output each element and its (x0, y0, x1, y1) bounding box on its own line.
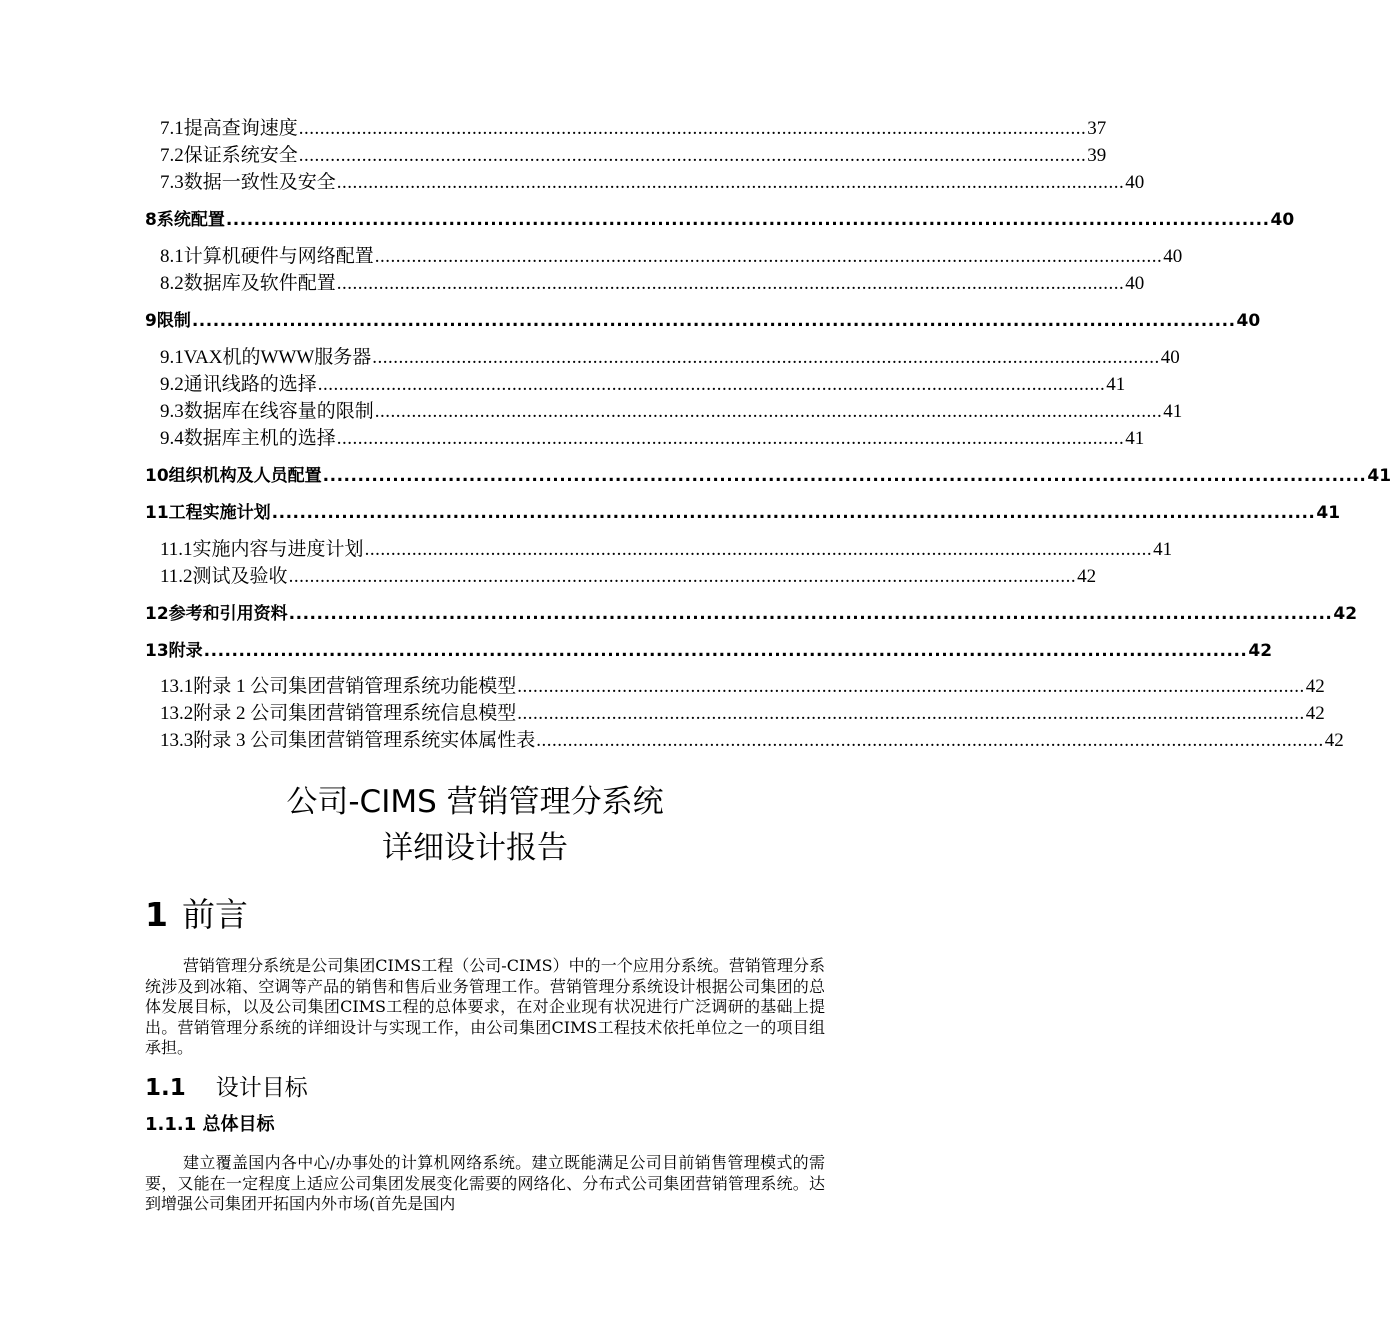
toc-number: 11.2 (160, 566, 193, 587)
toc-leader: ...................................................................................................................................................... (336, 273, 1125, 294)
toc-title: 提高查询速度 (183, 118, 298, 139)
toc-title: 附录 2 公司集团营销管理系统信息模型 (193, 703, 517, 724)
toc-entry[interactable] (145, 675, 1325, 699)
toc-number: 8 (145, 210, 157, 230)
toc-title: 数据库主机的选择 (183, 428, 336, 449)
toc-entry[interactable] (145, 245, 1183, 269)
toc-page: 42 (1248, 641, 1273, 661)
toc-number: 7.1 (160, 118, 184, 139)
toc-title: 实施内容与进度计划 (192, 539, 364, 560)
toc-page: 42 (1305, 676, 1325, 697)
toc-leader: ...................................................................................................................................................... (536, 730, 1324, 751)
toc-title: 保证系统安全 (183, 145, 298, 166)
toc-entry[interactable] (145, 464, 1391, 488)
toc-page: 40 (1125, 273, 1145, 294)
toc-number: 9.3 (160, 401, 184, 422)
toc-title: 附录 3 公司集团营销管理系统实体属性表 (193, 730, 536, 751)
toc-number: 8.2 (160, 273, 184, 294)
toc-leader: ...................................................................................................................................................... (336, 428, 1125, 449)
toc-page: 40 (1270, 210, 1295, 230)
toc-entry[interactable] (145, 702, 1325, 726)
toc-page: 41 (1106, 374, 1126, 395)
document-title-line-1: 公司-CIMS 营销管理分系统 (286, 784, 664, 820)
toc-leader: ...................................................................................................................................................... (374, 401, 1163, 422)
toc-leader: ...................................................................................................................................................... (517, 703, 1305, 724)
toc-entry[interactable] (145, 208, 1295, 232)
toc-entry[interactable] (145, 144, 1107, 168)
toc-leader: ...................................................................................................................................................... (288, 566, 1077, 587)
section-heading-1-1-1: 1.1.1 总体目标 (145, 1114, 275, 1135)
toc-entry[interactable] (145, 373, 1126, 397)
toc-entry[interactable] (145, 602, 1358, 626)
document-title-line-2: 详细设计报告 (382, 830, 568, 866)
section-title: 设计目标 (215, 1075, 308, 1101)
toc-leader: ...................................................................................................................................................... (191, 311, 1236, 331)
section-number: 1 (145, 895, 168, 934)
toc-leader: ...................................................................................................................................................... (372, 347, 1160, 368)
toc-leader: ...................................................................................................................................................... (374, 246, 1163, 267)
toc-page: 42 (1077, 566, 1097, 587)
toc-number: 7.3 (160, 172, 184, 193)
toc-leader: ...................................................................................................................................................... (517, 676, 1305, 697)
toc-page: 41 (1153, 539, 1173, 560)
toc-number: 11 (145, 503, 169, 523)
toc-page: 41 (1125, 428, 1145, 449)
toc-title: 附录 (168, 641, 203, 661)
toc-leader: ...................................................................................................................................................... (364, 539, 1153, 560)
toc-page: 42 (1305, 703, 1325, 724)
toc-number: 13.3 (160, 730, 194, 751)
toc-entry[interactable] (145, 400, 1183, 424)
toc-page: 40 (1236, 311, 1261, 331)
toc-number: 12 (145, 604, 169, 624)
toc-page: 37 (1087, 118, 1107, 139)
toc-page: 42 (1324, 730, 1344, 751)
toc-entry[interactable] (145, 501, 1341, 525)
toc-title: 数据库及软件配置 (183, 273, 336, 294)
toc-title: 计算机硬件与网络配置 (183, 246, 374, 267)
toc-page: 40 (1125, 172, 1145, 193)
toc-entry[interactable] (145, 538, 1173, 562)
section-heading-1 (145, 890, 248, 940)
toc-entry[interactable] (145, 346, 1180, 370)
section-heading-1-1 (145, 1072, 308, 1104)
toc-page: 41 (1367, 466, 1391, 486)
toc-entry[interactable] (145, 171, 1145, 195)
toc-entry[interactable] (145, 427, 1145, 451)
toc-title: 数据库在线容量的限制 (183, 401, 374, 422)
section-title: 前言 (181, 895, 248, 934)
toc-page: 41 (1163, 401, 1183, 422)
toc-title: 数据一致性及安全 (183, 172, 336, 193)
toc-leader: ...................................................................................................................................................... (298, 145, 1087, 166)
section-number: 1.1 (145, 1075, 186, 1101)
toc-entry[interactable] (145, 117, 1107, 141)
toc-number: 9 (145, 311, 157, 331)
toc-leader: ...................................................................................................................................................... (317, 374, 1106, 395)
toc-number: 8.1 (160, 246, 184, 267)
toc-entry[interactable] (145, 729, 1344, 753)
toc-leader: ...................................................................................................................................................... (336, 172, 1125, 193)
toc-entry[interactable] (145, 272, 1145, 296)
toc-title: 系统配置 (156, 210, 225, 230)
goal-paragraph: 建立覆盖国内各中心/办事处的计算机网络系统。建立既能满足公司目前销售管理模式的需要，又能在一定程度上适应公司集团发展变化需要的网络化、分布式公司集团营销管理系统。达到增强公司集团开拓国内外市场(首先是国内 (145, 1153, 825, 1213)
toc-number: 13 (145, 641, 169, 661)
toc-leader: ...................................................................................................................................................... (203, 641, 1248, 661)
toc-number: 7.2 (160, 145, 184, 166)
toc-number: 11.1 (160, 539, 193, 560)
toc-leader: ...................................................................................................................................................... (225, 210, 1270, 230)
toc-number: 13.1 (160, 676, 194, 697)
toc-number: 10 (145, 466, 169, 486)
intro-paragraph: 营销管理分系统是公司集团CIMS工程（公司-CIMS）中的一个应用分系统。营销管理分系统涉及到冰箱、空调等产品的销售和售后业务管理工作。营销管理分系统设计根据公司集团的总体发展目标，以及公司集团CIMS工程的总体要求，在对企业现有状况进行广泛调研的基础上提出。营销管理分系统的详细设计与实现工作，由公司集团CIMS工程技术依托单位之一的项目组承担。 (145, 956, 825, 1057)
toc-page: 42 (1333, 604, 1358, 624)
toc-title: 通讯线路的选择 (183, 374, 317, 395)
toc-entry[interactable] (145, 639, 1273, 663)
toc-title: VAX机的WWW服务器 (183, 347, 372, 368)
toc-page: 40 (1160, 347, 1180, 368)
toc-number: 9.1 (160, 347, 184, 368)
toc-number: 9.2 (160, 374, 184, 395)
toc-leader: ...................................................................................................................................................... (288, 604, 1333, 624)
toc-title: 工程实施计划 (168, 503, 271, 523)
toc-leader: ...................................................................................................................................................... (298, 118, 1087, 139)
toc-entry[interactable] (145, 309, 1261, 333)
toc-page: 39 (1087, 145, 1107, 166)
toc-number: 9.4 (160, 428, 184, 449)
toc-title: 组织机构及人员配置 (168, 466, 322, 486)
toc-number: 13.2 (160, 703, 194, 724)
toc-title: 参考和引用资料 (168, 604, 288, 624)
toc-page: 40 (1163, 246, 1183, 267)
toc-title: 测试及验收 (192, 566, 288, 587)
toc-title: 限制 (156, 311, 191, 331)
toc-page: 41 (1316, 503, 1341, 523)
toc-entry[interactable] (145, 565, 1097, 589)
toc-leader: ...................................................................................................................................................... (271, 503, 1316, 523)
toc-title: 附录 1 公司集团营销管理系统功能模型 (193, 676, 517, 697)
toc-leader: ...................................................................................................................................................... (322, 466, 1367, 486)
